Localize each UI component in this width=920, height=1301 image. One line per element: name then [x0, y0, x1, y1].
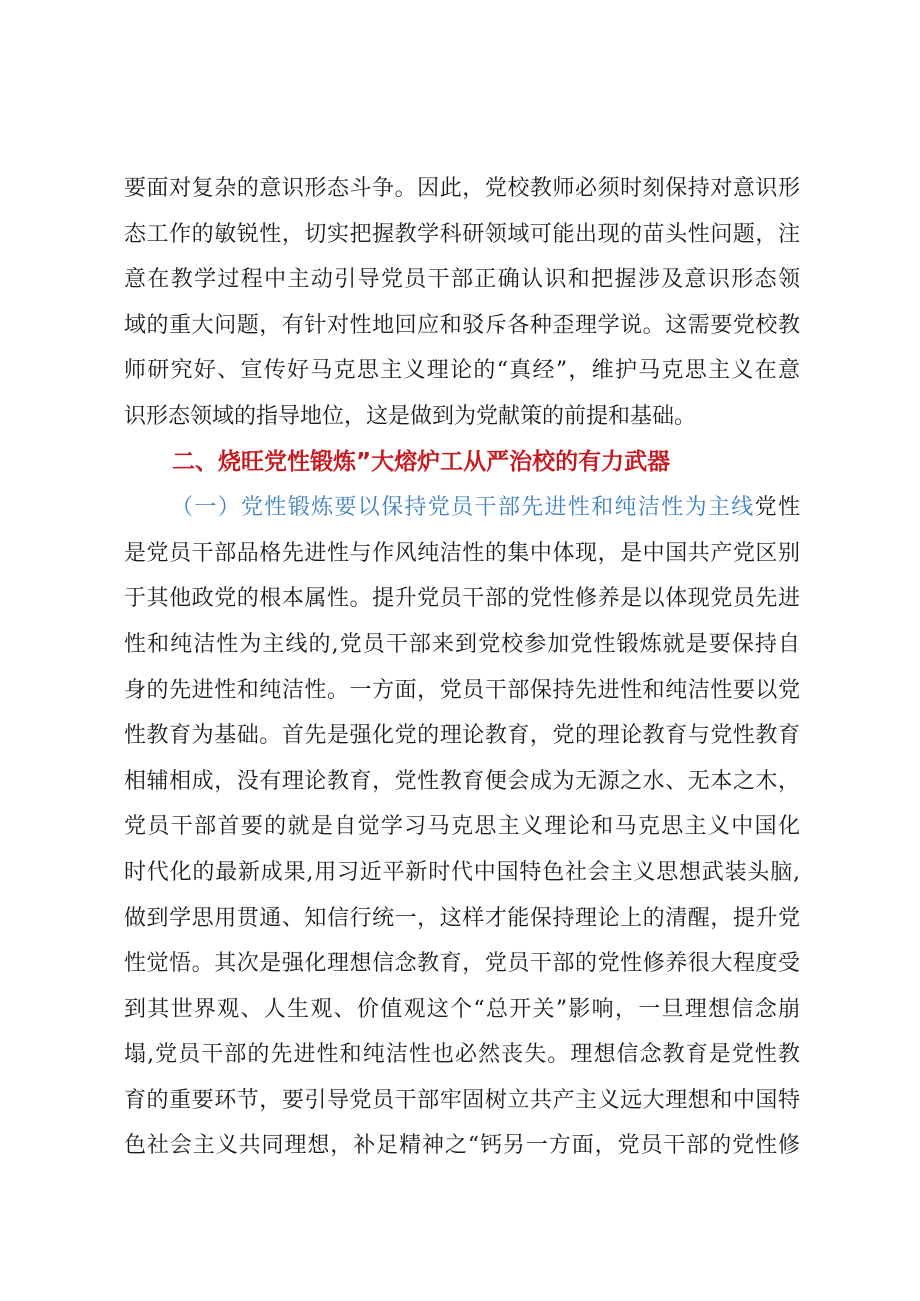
paragraph-ideology [124, 166, 800, 440]
text-line: 性教育为基础。首先是强化党的理论教育，党的理论教育与党性教育 [124, 723, 800, 749]
text-line: 识形态领域的指导地位，这是做到为党献策的前提和基础。 [124, 403, 697, 429]
first-line-tail: 党性 [754, 495, 800, 521]
text-line: 于其他政党的根本属性。提升党员干部的党性修养是以体现党员先进 [124, 586, 800, 612]
text-line: 性和纯洁性为主线的,党员干部来到党校参加党性锻炼就是要保持自 [124, 631, 800, 657]
text-line: 色社会主义共同理想，补足精神之“钙另一方面，党员干部的党性修 [124, 1133, 800, 1159]
text-line: 性觉悟。其次是强化理想信念教育，党员干部的党性修养很大程度受 [124, 951, 800, 977]
text-line: 到其世界观、人生观、价值观这个“总开关”影响，一旦理想信念崩 [124, 996, 800, 1022]
text-line: 育的重要环节，要引导党员干部牢固树立共产主义远大理想和中国特 [124, 1087, 800, 1113]
text-line: 塌,党员干部的先进性和纯洁性也必然丧失。理想信念教育是党性教 [124, 1042, 800, 1068]
subsection-heading: （一）党性锻炼要以保持党员干部先进性和纯洁性为主线 [171, 495, 755, 521]
text-line: 做到学思用贯通、知信行统一，这样才能保持理论上的清醒，提升党 [124, 905, 800, 931]
text-line: 师研究好、宣传好马克思主义理论的“真经”，维护马克思主义在意 [124, 358, 800, 384]
text-line: 党员干部首要的就是自觉学习马克思主义理论和马克思主义中国化 [124, 814, 800, 840]
paragraph-party-spirit [124, 485, 800, 1169]
text-line: 身的先进性和纯洁性。一方面，党员干部保持先进性和纯洁性要以党 [124, 677, 800, 703]
text-line: 相辅相成，没有理论教育，党性教育便会成为无源之水、无本之木， [124, 768, 800, 794]
text-line: 域的重大问题，有针对性地回应和驳斥各种歪理学说。这需要党校教 [124, 312, 800, 338]
text-line: 态工作的敏锐性，切实把握教学科研领域可能出现的苗头性问题，注 [124, 221, 800, 247]
document-body [124, 166, 800, 1169]
text-line: 是党员干部品格先进性与作风纯洁性的集中体现，是中国共产党区别 [124, 540, 800, 566]
text-line: 意在教学过程中主动引导党员干部正确认识和把握涉及意识形态领 [124, 267, 800, 293]
first-line [124, 485, 800, 531]
text-line: 要面对复杂的意识形态斗争。因此，党校教师必须时刻保持对意识形 [124, 176, 800, 201]
section-heading: 二、烧旺党性锻炼”大熔炉工从严治校的有力武器 [172, 448, 671, 475]
text-line: 时代化的最新成果,用习近平新时代中国特色社会主义思想武装头脑, [124, 859, 800, 885]
